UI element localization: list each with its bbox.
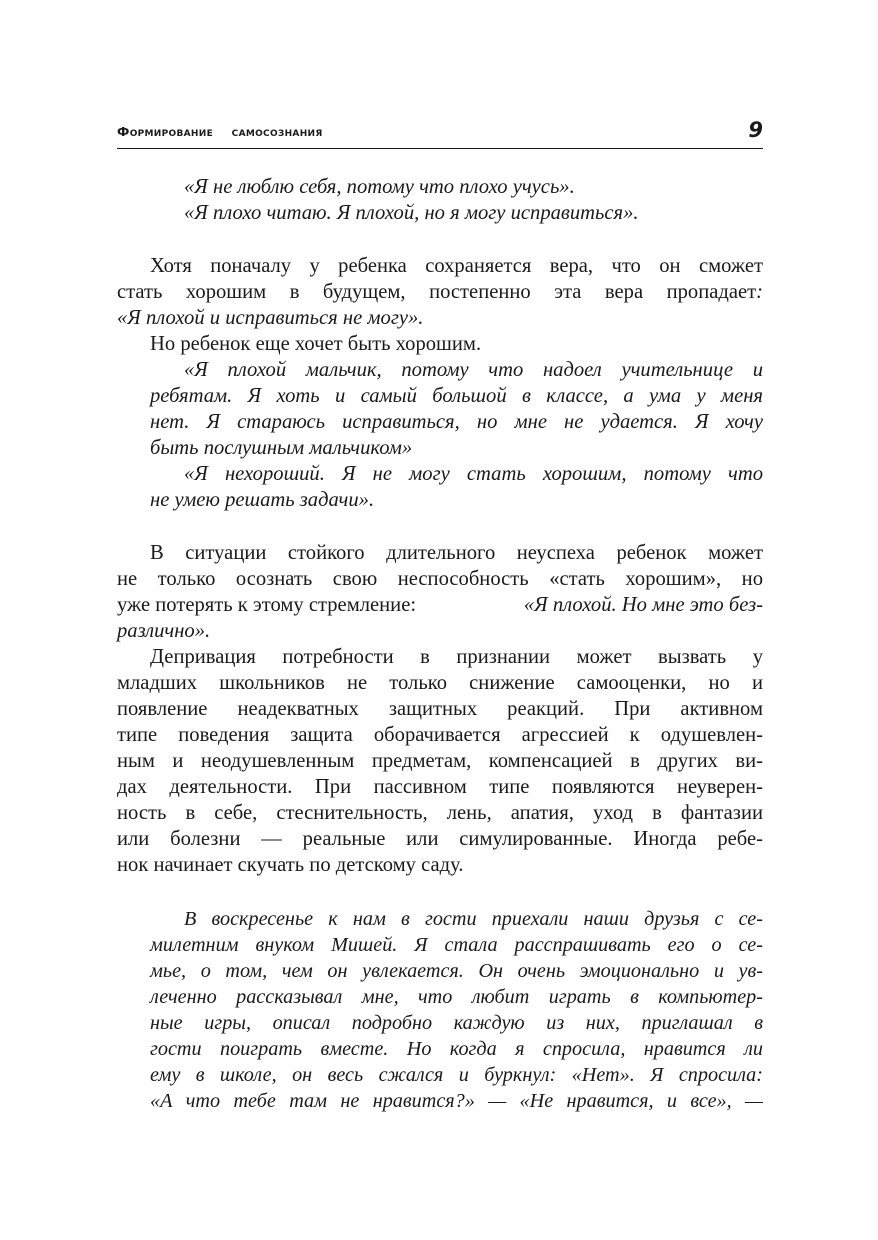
paragraph-line: Хотя поначалу у ребенка сохраняется вера, что он сможет bbox=[150, 255, 763, 277]
quote-line: «Я плохой мальчик, потому что надоел учительнице и bbox=[184, 359, 763, 381]
paragraph-line: дах деятельности. При пассивном типе появляются неуверен- bbox=[117, 776, 763, 798]
quote-line: «Я нехороший. Я не могу стать хорошим, потому что bbox=[184, 463, 763, 485]
story-line: «А что тебе там не нравится?» — «Не нравится, и все», — bbox=[150, 1090, 763, 1112]
story-line: В воскресенье к нам в гости приехали наши друзья с се- bbox=[184, 908, 763, 930]
story-line: мье, о том, чем он увлекается. Он очень эмоционально и ув- bbox=[150, 960, 763, 982]
paragraph-line: нок начинает скучать по детскому саду. bbox=[117, 854, 464, 876]
quote-line: быть послушным мальчиком» bbox=[150, 437, 413, 459]
quote-line: «Я плохо читаю. Я плохой, но я могу исправиться». bbox=[184, 202, 639, 224]
paragraph-quote: «Я плохой. Но мне это без- bbox=[523, 594, 763, 616]
paragraph-line: ность в себе, стеснительность, лень, апатия, уход в фантазии bbox=[117, 802, 763, 824]
paragraph-text: уже потерять к этому стремление: bbox=[117, 594, 417, 616]
quote-line: нет. Я стараюсь исправиться, но мне не удается. Я хочу bbox=[150, 411, 763, 433]
running-header bbox=[117, 118, 763, 149]
quote-line: не умею решать задачи». bbox=[150, 489, 375, 511]
story-line: ему в школе, он весь сжался и буркнул: «Нет». Я спросила: bbox=[150, 1064, 763, 1086]
page-number: 9 bbox=[748, 118, 763, 142]
running-title: Формирование самосознания bbox=[117, 124, 323, 139]
paragraph-line: В ситуации стойкого длительного неуспеха ребенок может bbox=[150, 542, 763, 564]
quote-line: «Я не люблю себя, потому что плохо учусь». bbox=[184, 176, 575, 198]
paragraph-line: младших школьников не только снижение самооценки, но и bbox=[117, 672, 763, 694]
story-line: ные игры, описал подробно каждую из них, приглашал в bbox=[150, 1012, 763, 1034]
paragraph-colon: : bbox=[756, 281, 763, 303]
paragraph-line: различно». bbox=[117, 620, 211, 642]
paragraph-line bbox=[117, 279, 763, 305]
paragraph-line: или болезни — реальные или симулированные. Иногда ребе- bbox=[117, 828, 763, 850]
paragraph-line bbox=[117, 592, 763, 618]
paragraph-line: типе поведения защита оборачивается агрессией к одушевлен- bbox=[117, 724, 763, 746]
paragraph-line: появление неадекватных защитных реакций. При активном bbox=[117, 698, 763, 720]
story-line: гости поиграть вместе. Но когда я спросила, нравится ли bbox=[150, 1038, 763, 1060]
paragraph-line: Депривация потребности в признании может вызвать у bbox=[150, 646, 763, 668]
paragraph-line: не только осознать свою неспособность «стать хорошим», но bbox=[117, 568, 763, 590]
quote-line: ребятам. Я хоть и самый большой в классе, а ума у меня bbox=[150, 385, 763, 407]
paragraph-text: стать хорошим в будущем, постепенно эта вера пропадает bbox=[117, 281, 757, 303]
paragraph-line: Но ребенок еще хочет быть хорошим. bbox=[150, 333, 482, 355]
paragraph-line: «Я плохой и исправиться не могу». bbox=[117, 307, 424, 329]
paragraph-line: ным и неодушевленным предметам, компенсацией в других ви- bbox=[117, 750, 763, 772]
story-line: милетним внуком Мишей. Я стала расспрашивать его о се- bbox=[150, 934, 763, 956]
story-line: леченно рассказывал мне, что любит играть в компьютер- bbox=[150, 986, 763, 1008]
